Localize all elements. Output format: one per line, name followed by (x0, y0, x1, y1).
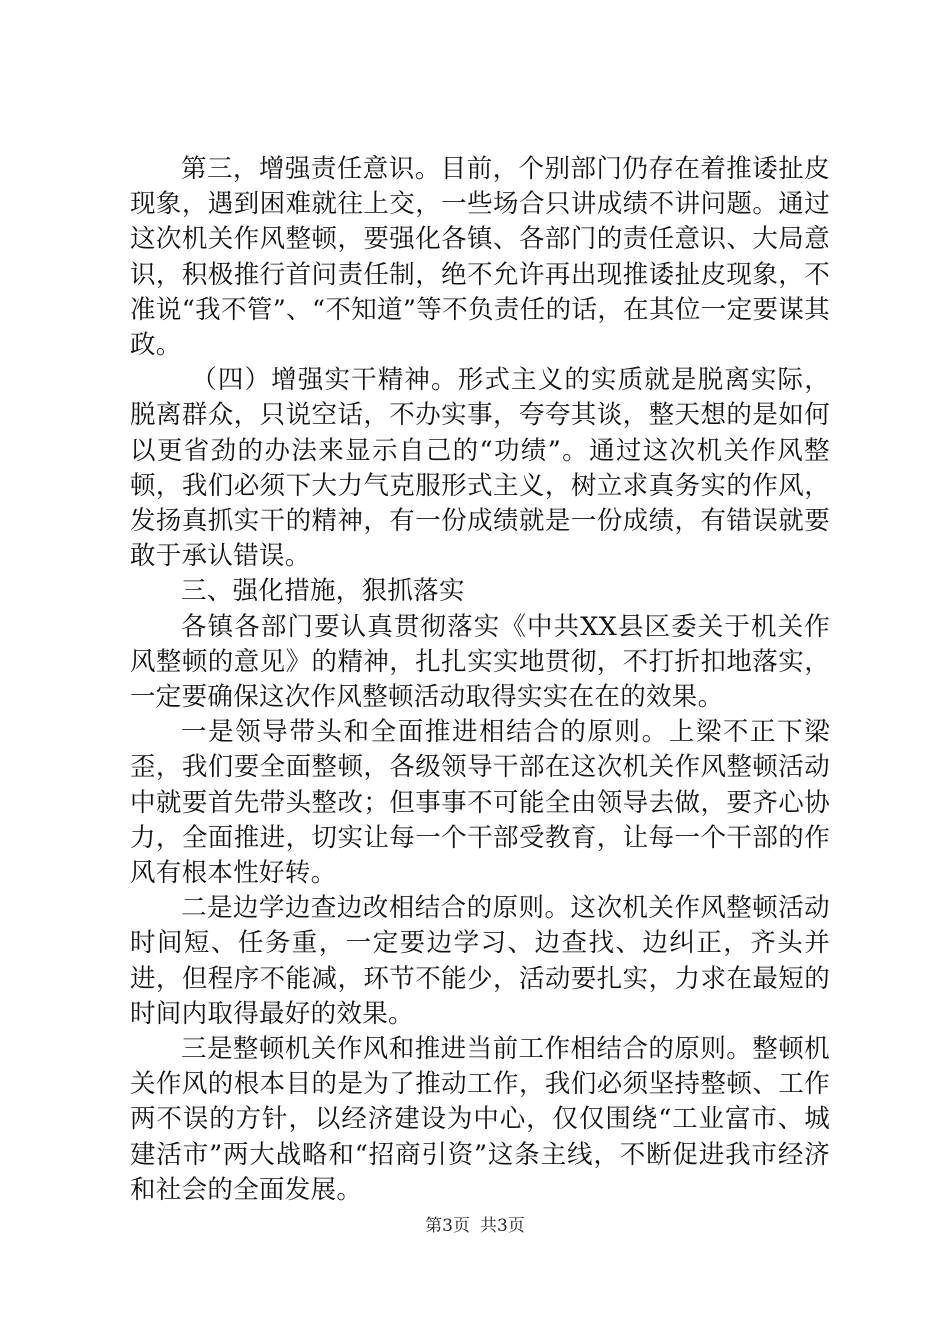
paragraph-principle-two: 二是边学边查边改相结合的原则。这次机关作风整顿活动时间短、任务重，一定要边学习、边查找、边纠正，齐头并进，但程序不能减，环节不能少，活动要扎实，力求在最短的时间内取得最好的效果。 (130, 893, 830, 1029)
paragraph-principle-three: 三是整顿机关作风和推进当前工作相结合的原则。整顿机关作风的根本目的是为了推动工作，我们必须坚持整顿、工作两不误的方针，以经济建设为中心，仅仅围绕“工业富市、城建活市”两大战略和“招商引资”这条主线，不断促进我市经济和社会的全面发展。 (130, 1034, 830, 1205)
page-footer (0, 1215, 950, 1237)
document-body (130, 152, 830, 1208)
page-total: 共3页 (480, 1216, 525, 1236)
paragraph-responsibility: 第三，增强责任意识。目前，个别部门仍存在着推诿扯皮现象，遇到困难就往上交，一些场合只讲成绩不讲问题。通过这次机关作风整顿，要强化各镇、各部门的责任意识、大局意识，积极推行首问责任制，绝不允许再出现推诿扯皮现象，不准说“我不管”、“不知道”等不负责任的话，在其位一定要谋其政。 (130, 154, 830, 361)
paragraph-principle-one: 一是领导带头和全面推进相结合的原则。上梁不正下梁歪，我们要全面整顿，各级领导干部在这次机关作风整顿活动中就要首先带头整改；但事事不可能全由领导去做，要齐心协力，全面推进，切实让每一个干部受教育，让每一个干部的作风有根本性好转。 (130, 717, 830, 889)
paragraph-implementation: 各镇各部门要认真贯彻落实《中共XX县区委关于机关作风整顿的意见》的精神，扎扎实实地贯彻，不打折扣地落实，一定要确保这次作风整顿活动取得实实在在的效果。 (130, 611, 830, 713)
page-number: 第3页 (425, 1216, 470, 1236)
section-heading-measures: 三、强化措施，狠抓落实 (181, 576, 465, 607)
paragraph-practical-spirit: （四）增强实干精神。形式主义的实质就是脱离实际，脱离群众，只说空话，不办实事，夸夸其谈，整天想的是如何以更省劲的办法来显示自己的“功绩”。通过这次机关作风整顿，我们必须下大力气克服形式主义，树立求真务实的作风，发扬真抓实干的精神，有一份成绩就是一份成绩，有错误就要敢于承认错误。 (130, 365, 830, 572)
